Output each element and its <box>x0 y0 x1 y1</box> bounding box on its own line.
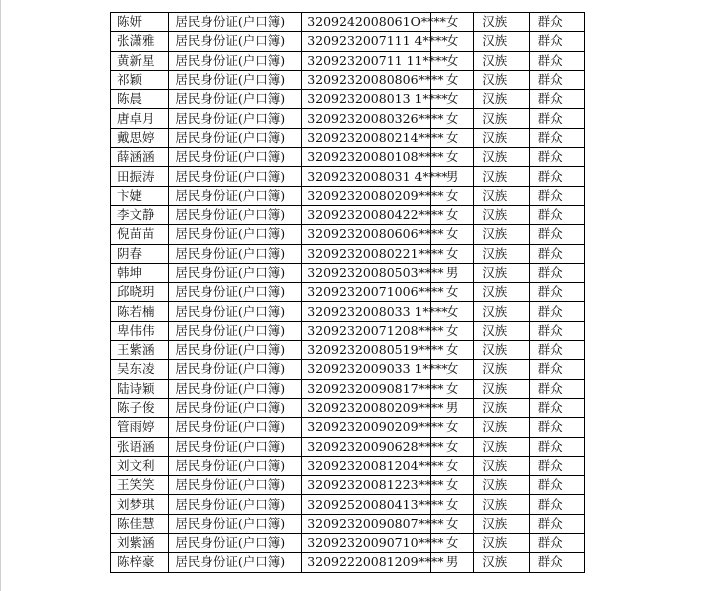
id-type-cell: 居民身份证(户口簿) <box>169 283 302 302</box>
political-status-cell: 群众 <box>529 418 584 437</box>
id-type-cell: 居民身份证(户口簿) <box>169 128 302 147</box>
ethnicity-cell: 汉族 <box>474 148 529 167</box>
id-type-cell: 居民身份证(户口簿) <box>169 186 302 205</box>
name-cell: 陈若楠 <box>111 302 169 321</box>
name-cell: 薛涵涵 <box>111 148 169 167</box>
gender-cell: 女 <box>431 186 474 205</box>
ethnicity-cell: 汉族 <box>474 360 529 379</box>
name-cell: 韩坤 <box>111 263 169 282</box>
ethnicity-cell: 汉族 <box>474 90 529 109</box>
name-cell: 黄新星 <box>111 51 169 70</box>
gender-cell: 女 <box>431 128 474 147</box>
table-row <box>111 398 585 417</box>
id-number-cell: 3209232007111 4**** <box>302 32 431 51</box>
id-type-cell: 居民身份证(户口簿) <box>169 437 302 456</box>
political-status-cell: 群众 <box>529 341 584 360</box>
ethnicity-cell: 汉族 <box>474 341 529 360</box>
gender-cell: 女 <box>431 225 474 244</box>
ethnicity-cell: 汉族 <box>474 70 529 89</box>
political-status-cell: 群众 <box>529 244 584 263</box>
id-number-cell: 32092320080806**** <box>302 70 431 89</box>
political-status-cell: 群众 <box>529 437 584 456</box>
ethnicity-cell: 汉族 <box>474 514 529 533</box>
name-cell: 倪苗苗 <box>111 225 169 244</box>
table-row <box>111 379 585 398</box>
id-type-cell: 居民身份证(户口簿) <box>169 32 302 51</box>
id-type-cell: 居民身份证(户口簿) <box>169 225 302 244</box>
gender-cell: 女 <box>431 514 474 533</box>
name-cell: 卑伟伟 <box>111 321 169 340</box>
ethnicity-cell: 汉族 <box>474 456 529 475</box>
name-cell: 刘紫涵 <box>111 534 169 553</box>
name-cell: 陈佳慧 <box>111 514 169 533</box>
id-type-cell: 居民身份证(户口簿) <box>169 456 302 475</box>
id-type-cell: 居民身份证(户口簿) <box>169 495 302 514</box>
gender-cell: 女 <box>431 456 474 475</box>
gender-cell: 男 <box>431 553 474 572</box>
table-row <box>111 302 585 321</box>
ethnicity-cell: 汉族 <box>474 263 529 282</box>
ethnicity-cell: 汉族 <box>474 186 529 205</box>
name-cell: 王笑笑 <box>111 476 169 495</box>
name-cell: 刘文利 <box>111 456 169 475</box>
ethnicity-cell: 汉族 <box>474 13 529 32</box>
table-row <box>111 244 585 263</box>
id-number-cell: 320923200711 11**** <box>302 51 431 70</box>
id-number-cell: 32092320080209**** <box>302 398 431 417</box>
table-row <box>111 90 585 109</box>
id-number-cell: 32092320081204**** <box>302 456 431 475</box>
id-number-cell: 32092320080108**** <box>302 148 431 167</box>
political-status-cell: 群众 <box>529 148 584 167</box>
id-type-cell: 居民身份证(户口簿) <box>169 148 302 167</box>
id-type-cell: 居民身份证(户口簿) <box>169 514 302 533</box>
id-type-cell: 居民身份证(户口簿) <box>169 553 302 572</box>
id-type-cell: 居民身份证(户口簿) <box>169 302 302 321</box>
gender-cell: 女 <box>431 13 474 32</box>
name-cell: 唐卓月 <box>111 109 169 128</box>
gender-cell: 女 <box>431 70 474 89</box>
gender-cell: 女 <box>431 437 474 456</box>
id-type-cell: 居民身份证(户口簿) <box>169 418 302 437</box>
gender-cell: 女 <box>431 321 474 340</box>
table-row <box>111 205 585 224</box>
political-status-cell: 群众 <box>529 360 584 379</box>
id-number-cell: 32092320080209**** <box>302 186 431 205</box>
name-cell: 陆诗颖 <box>111 379 169 398</box>
id-type-cell: 居民身份证(户口簿) <box>169 90 302 109</box>
name-cell: 张语涵 <box>111 437 169 456</box>
ethnicity-cell: 汉族 <box>474 379 529 398</box>
table-row <box>111 360 585 379</box>
table-row <box>111 534 585 553</box>
table-row <box>111 70 585 89</box>
id-number-cell: 32092320071208**** <box>302 321 431 340</box>
id-type-cell: 居民身份证(户口簿) <box>169 321 302 340</box>
id-type-cell: 居民身份证(户口簿) <box>169 263 302 282</box>
id-type-cell: 居民身份证(户口簿) <box>169 534 302 553</box>
table-row <box>111 283 585 302</box>
id-type-cell: 居民身份证(户口簿) <box>169 360 302 379</box>
id-number-cell: 32092320080606**** <box>302 225 431 244</box>
political-status-cell: 群众 <box>529 379 584 398</box>
ethnicity-cell: 汉族 <box>474 321 529 340</box>
table-row <box>111 225 585 244</box>
political-status-cell: 群众 <box>529 109 584 128</box>
name-cell: 吴东凌 <box>111 360 169 379</box>
name-cell: 阴春 <box>111 244 169 263</box>
id-type-cell: 居民身份证(户口簿) <box>169 205 302 224</box>
ethnicity-cell: 汉族 <box>474 205 529 224</box>
table-row <box>111 437 585 456</box>
id-number-cell: 3209242008061O**** <box>302 13 431 32</box>
name-cell: 陈晨 <box>111 90 169 109</box>
gender-cell: 女 <box>431 244 474 263</box>
political-status-cell: 群众 <box>529 398 584 417</box>
gender-cell: 女 <box>431 341 474 360</box>
name-cell: 李文静 <box>111 205 169 224</box>
table-row <box>111 495 585 514</box>
political-status-cell: 群众 <box>529 495 584 514</box>
political-status-cell: 群众 <box>529 534 584 553</box>
gender-cell: 女 <box>431 379 474 398</box>
id-type-cell: 居民身份证(户口簿) <box>169 51 302 70</box>
ethnicity-cell: 汉族 <box>474 302 529 321</box>
id-number-cell: 3209232009033 1**** <box>302 360 431 379</box>
political-status-cell: 群众 <box>529 263 584 282</box>
name-cell: 戴思婷 <box>111 128 169 147</box>
political-status-cell: 群众 <box>529 13 584 32</box>
name-cell: 祁颖 <box>111 70 169 89</box>
id-type-cell: 居民身份证(户口簿) <box>169 379 302 398</box>
gender-cell: 女 <box>431 418 474 437</box>
id-type-cell: 居民身份证(户口簿) <box>169 476 302 495</box>
id-number-cell: 32092320080214**** <box>302 128 431 147</box>
id-number-cell: 32092320080221**** <box>302 244 431 263</box>
name-cell: 王紫涵 <box>111 341 169 360</box>
ethnicity-cell: 汉族 <box>474 109 529 128</box>
gender-cell: 女 <box>431 32 474 51</box>
ethnicity-cell: 汉族 <box>474 437 529 456</box>
name-cell: 卞婕 <box>111 186 169 205</box>
id-type-cell: 居民身份证(户口簿) <box>169 341 302 360</box>
id-type-cell: 居民身份证(户口簿) <box>169 13 302 32</box>
id-number-cell: 32092320081223**** <box>302 476 431 495</box>
gender-cell: 女 <box>431 51 474 70</box>
id-number-cell: 32092320090628**** <box>302 437 431 456</box>
political-status-cell: 群众 <box>529 32 584 51</box>
table-row <box>111 341 585 360</box>
gender-cell: 女 <box>431 283 474 302</box>
table-row <box>111 186 585 205</box>
gender-cell: 女 <box>431 360 474 379</box>
id-type-cell: 居民身份证(户口簿) <box>169 244 302 263</box>
name-cell: 陈子俊 <box>111 398 169 417</box>
ethnicity-cell: 汉族 <box>474 128 529 147</box>
table-row <box>111 263 585 282</box>
gender-cell: 女 <box>431 302 474 321</box>
political-status-cell: 群众 <box>529 205 584 224</box>
political-status-cell: 群众 <box>529 476 584 495</box>
id-number-cell: 32092220081209**** <box>302 553 431 572</box>
table-row <box>111 553 585 572</box>
id-number-cell: 32092320080326**** <box>302 109 431 128</box>
political-status-cell: 群众 <box>529 128 584 147</box>
gender-cell: 女 <box>431 148 474 167</box>
id-number-cell: 32092320090209**** <box>302 418 431 437</box>
name-cell: 张潇雅 <box>111 32 169 51</box>
ethnicity-cell: 汉族 <box>474 51 529 70</box>
ethnicity-cell: 汉族 <box>474 283 529 302</box>
id-number-cell: 32092520080413**** <box>302 495 431 514</box>
name-cell: 田振涛 <box>111 167 169 186</box>
roster-table-body <box>111 13 585 573</box>
gender-cell: 女 <box>431 495 474 514</box>
table-row <box>111 321 585 340</box>
ethnicity-cell: 汉族 <box>474 476 529 495</box>
gender-cell: 男 <box>431 167 474 186</box>
ethnicity-cell: 汉族 <box>474 418 529 437</box>
id-number-cell: 32092320080422**** <box>302 205 431 224</box>
id-number-cell: 32092320090817**** <box>302 379 431 398</box>
id-number-cell: 32092320080503**** <box>302 263 431 282</box>
political-status-cell: 群众 <box>529 514 584 533</box>
ethnicity-cell: 汉族 <box>474 553 529 572</box>
gender-cell: 女 <box>431 205 474 224</box>
ethnicity-cell: 汉族 <box>474 167 529 186</box>
table-row <box>111 476 585 495</box>
name-cell: 管雨婷 <box>111 418 169 437</box>
ethnicity-cell: 汉族 <box>474 32 529 51</box>
political-status-cell: 群众 <box>529 456 584 475</box>
table-row <box>111 109 585 128</box>
id-number-cell: 3209232008033 1**** <box>302 302 431 321</box>
name-cell: 陈梓豪 <box>111 553 169 572</box>
ethnicity-cell: 汉族 <box>474 534 529 553</box>
ethnicity-cell: 汉族 <box>474 495 529 514</box>
id-number-cell: 32092320071006**** <box>302 283 431 302</box>
gender-cell: 女 <box>431 90 474 109</box>
political-status-cell: 群众 <box>529 167 584 186</box>
political-status-cell: 群众 <box>529 51 584 70</box>
id-number-cell: 32092320090710**** <box>302 534 431 553</box>
table-row <box>111 514 585 533</box>
political-status-cell: 群众 <box>529 225 584 244</box>
table-row <box>111 13 585 32</box>
gender-cell: 女 <box>431 534 474 553</box>
id-type-cell: 居民身份证(户口簿) <box>169 70 302 89</box>
ethnicity-cell: 汉族 <box>474 225 529 244</box>
political-status-cell: 群众 <box>529 70 584 89</box>
table-row <box>111 167 585 186</box>
political-status-cell: 群众 <box>529 302 584 321</box>
id-number-cell: 3209232008013 1**** <box>302 90 431 109</box>
gender-cell: 男 <box>431 398 474 417</box>
roster-table <box>110 12 585 573</box>
political-status-cell: 群众 <box>529 90 584 109</box>
name-cell: 刘梦琪 <box>111 495 169 514</box>
table-row <box>111 51 585 70</box>
page-edge <box>0 0 1 591</box>
table-row <box>111 128 585 147</box>
id-number-cell: 3209232008031 4**** <box>302 167 431 186</box>
id-number-cell: 32092320090807**** <box>302 514 431 533</box>
id-type-cell: 居民身份证(户口簿) <box>169 398 302 417</box>
id-number-cell: 32092320080519**** <box>302 341 431 360</box>
name-cell: 陈妍 <box>111 13 169 32</box>
political-status-cell: 群众 <box>529 321 584 340</box>
id-type-cell: 居民身份证(户口簿) <box>169 167 302 186</box>
ethnicity-cell: 汉族 <box>474 244 529 263</box>
table-row <box>111 148 585 167</box>
political-status-cell: 群众 <box>529 283 584 302</box>
name-cell: 邱晓玥 <box>111 283 169 302</box>
table-row <box>111 456 585 475</box>
political-status-cell: 群众 <box>529 553 584 572</box>
table-row <box>111 418 585 437</box>
id-type-cell: 居民身份证(户口簿) <box>169 109 302 128</box>
gender-cell: 男 <box>431 263 474 282</box>
ethnicity-cell: 汉族 <box>474 398 529 417</box>
gender-cell: 女 <box>431 109 474 128</box>
table-row <box>111 32 585 51</box>
gender-cell: 女 <box>431 476 474 495</box>
political-status-cell: 群众 <box>529 186 584 205</box>
